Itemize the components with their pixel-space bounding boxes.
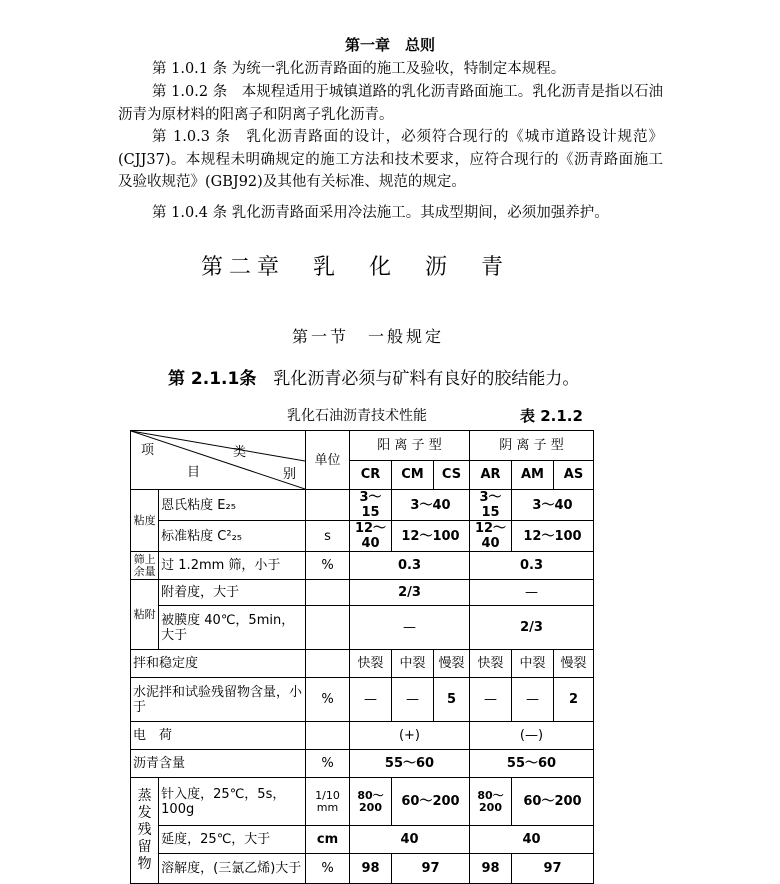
cell: %: [306, 750, 350, 778]
row-coating: 被膜度 40℃，5min，大于: [159, 606, 306, 650]
cell: 60～200: [392, 778, 470, 826]
cell: 2: [554, 678, 594, 722]
cell: 55～60: [350, 750, 470, 778]
diagonal-header-cell: [131, 431, 306, 490]
group-sieve: 筛上余量: [131, 552, 159, 580]
cell: 1/10 mm: [306, 778, 350, 826]
table-number: 表 2.1.2: [520, 407, 583, 425]
article-2-1-1: [168, 364, 579, 389]
cell: 慢裂: [554, 650, 594, 678]
cell: —: [470, 678, 512, 722]
header-class: 类: [233, 445, 247, 460]
section-title: 第一节 一般规定: [291, 327, 444, 346]
table-caption: 乳化石油沥青技术性能: [287, 408, 427, 424]
row-solubility: 溶解度，(三氯乙烯)大于: [159, 854, 306, 884]
cell: s: [306, 521, 350, 552]
cell: 97: [512, 854, 594, 884]
row-asphalt-content: 沥青含量: [131, 750, 306, 778]
article-text: 乳化沥青必须与矿料有良好的胶结能力。: [273, 369, 580, 389]
cell: 12～100: [392, 521, 470, 552]
group-adhesion: 粘附: [131, 580, 159, 650]
cell: 快裂: [350, 650, 392, 678]
row-adhesion: 附着度，大于: [159, 580, 306, 606]
cell: 80～200: [470, 778, 512, 826]
cell: %: [306, 552, 350, 580]
col-as: AS: [554, 460, 594, 490]
cell: 98: [470, 854, 512, 884]
paragraph-1-0-3: 第 1.0.3 条 乳化沥青路面的设计，必须符合现行的《城市道路设计规范》(CJJ37)。本规程未明确规定的施工方法和技术要求，应符合现行的《沥青路面施工及验收规范》(GBJ92)及其他有关标准、规范的规定。: [118, 129, 663, 190]
group-viscosity: 粘度: [131, 490, 159, 552]
row-std-viscosity: 标准粘度 C²₂₅: [159, 521, 306, 552]
cell: 中裂: [392, 650, 434, 678]
cell: —: [350, 606, 470, 650]
cell-empty: [306, 606, 350, 650]
cell: 3～15: [350, 490, 392, 521]
cell: 55～60: [470, 750, 594, 778]
cell: 快裂: [470, 650, 512, 678]
cell-empty: [306, 490, 350, 521]
cell: 5: [434, 678, 470, 722]
cell: 3～40: [512, 490, 594, 521]
cell: 3～40: [392, 490, 470, 521]
spec-table: [130, 430, 594, 884]
cell: 2/3: [470, 606, 594, 650]
cell: (—): [470, 722, 594, 750]
paragraph-1-0-4: 第 1.0.4 条 乳化沥青路面采用冷法施工。其成型期间，必须加强养护。: [152, 205, 609, 221]
cell: %: [306, 854, 350, 884]
row-penetration: 针入度，25℃，5s，100g: [159, 778, 306, 826]
cell: 40: [470, 826, 594, 854]
cell: 97: [392, 854, 470, 884]
cell: %: [306, 678, 350, 722]
col-am: AM: [512, 460, 554, 490]
header-unit: 单位: [306, 431, 350, 490]
row-mix-stability: 拌和稳定度: [131, 650, 306, 678]
cell: 中裂: [512, 650, 554, 678]
col-cs: CS: [434, 460, 470, 490]
cell: 12～100: [512, 521, 594, 552]
chapter-two-title: 第二章 乳 化 沥 青: [200, 255, 509, 280]
col-ar: AR: [470, 460, 512, 490]
cell: (+): [350, 722, 470, 750]
paragraph-1-0-1: 第 1.0.1 条 为统一乳化沥青路面的施工及验收，特制定本规程。: [152, 61, 566, 77]
cell-empty: [306, 580, 350, 606]
cell: 80～200: [350, 778, 392, 826]
cell: —: [350, 678, 392, 722]
cell: —: [392, 678, 434, 722]
row-engler: 恩氏粘度 E₂₅: [159, 490, 306, 521]
row-ductility: 延度，25℃，大于: [159, 826, 306, 854]
row-cement-test: 水泥拌和试验残留物含量，小于: [131, 678, 306, 722]
col-cr: CR: [350, 460, 392, 490]
header-anionic: 阴 离 子 型: [470, 431, 594, 461]
cell: 40: [350, 826, 470, 854]
diagonal-lines: [131, 431, 305, 489]
cell: 12～40: [350, 521, 392, 552]
cell: 2/3: [350, 580, 470, 606]
cell-empty: [306, 650, 350, 678]
cell: 0.3: [350, 552, 470, 580]
cell: 12～40: [470, 521, 512, 552]
cell: 60～200: [512, 778, 594, 826]
cell: —: [512, 678, 554, 722]
header-item: 项: [141, 443, 155, 458]
chapter-one-title: 第一章 总则: [344, 36, 435, 54]
article-number: 第 2.1.1条: [168, 369, 257, 389]
header-target: 目: [187, 465, 201, 480]
cell-empty: [306, 722, 350, 750]
cell: 98: [350, 854, 392, 884]
cell: 慢裂: [434, 650, 470, 678]
col-cm: CM: [392, 460, 434, 490]
row-charge: 电 荷: [131, 722, 306, 750]
row-sieve: 过 1.2mm 筛，小于: [159, 552, 306, 580]
cell: 3～15: [470, 490, 512, 521]
cell: —: [470, 580, 594, 606]
paragraph-1-0-2: 第 1.0.2 条 本规程适用于城镇道路的乳化沥青路面施工。乳化沥青是指以石油沥青为原材料的阳离子和阴离子乳化沥青。: [118, 84, 663, 123]
cell: cm: [306, 826, 350, 854]
header-other: 别: [283, 467, 297, 482]
group-residue: 蒸发残留物: [131, 778, 159, 884]
header-cationic: 阳 离 子 型: [350, 431, 470, 461]
cell: 0.3: [470, 552, 594, 580]
